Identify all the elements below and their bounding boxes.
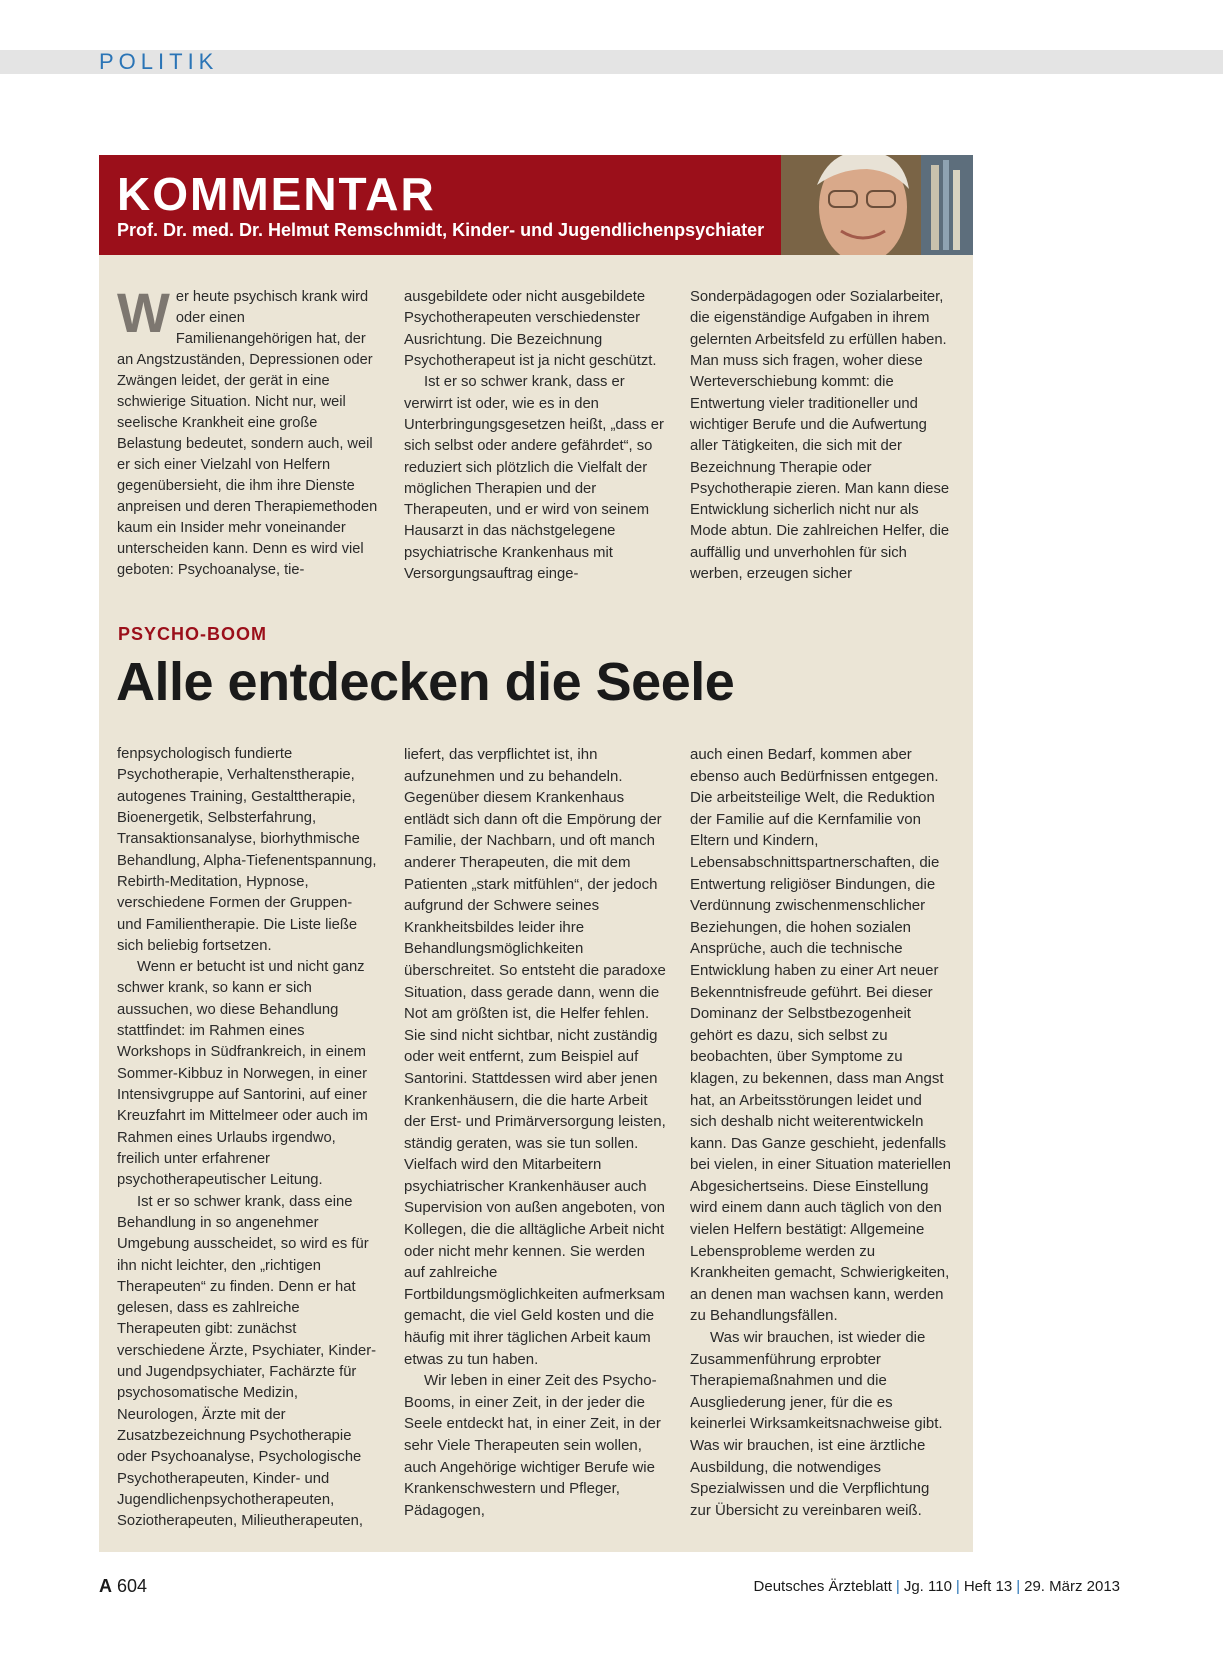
bottom-column-3 <box>690 744 952 1521</box>
paragraph: Wenn er betucht ist und nicht ganz schwer krank, so kann er sich aussuchen, wo diese Behandlung stattfindet: im Rahmen eines Workshops in Südfrankreich, in einem Sommer-Kibbuz in Norwegen, in einer Intensivgruppe auf Santorini, auf einer Kreuzfahrt im Mittelmeer oder auch im Rahmen eines Urlaubs irgendwo, freilich unter erfahrener psychotherapeutischer Leitung. <box>117 959 368 1189</box>
paragraph: Ist er so schwer krank, dass er verwirrt ist oder, wie es in den Unterbringungsgesetzen heißt, „dass er sich selbst oder andere gefährdet“, so reduziert sich plötzlich die Vielfalt der möglichen Therapien und der Therapeuten, und er wird von seinem Hausarzt in das nächstgelegene psychiatrische Krankenhaus mit Versorgungsauftrag einge- <box>404 374 664 583</box>
paragraph: er heute psychisch krank wird oder einen Familienangehörigen hat, der an Angstzuständen, Depressionen oder Zwängen leidet, der gerät in eine schwierige Situation. Nicht nur, weil seelische Krankheit eine große Belastung bedeutet, sondern auch, weil er sich einer Vielzahl von Helfern gegenübersieht, die ihm ihre Dienste anpreisen und deren Therapiemethoden kaum ein Insider mehr voneinander unterscheiden kann. Denn es wird viel geboten: Psychoanalyse, tie- <box>117 289 378 579</box>
separator: | <box>955 1578 960 1595</box>
banner-title: KOMMENTAR <box>117 168 436 220</box>
separator: | <box>895 1578 900 1595</box>
portrait-image <box>781 155 973 255</box>
section-label: POLITIK <box>99 49 219 74</box>
paragraph: auch einen Bedarf, kommen aber ebenso auch Bedürfnissen entgegen. Die arbeitsteilige Welt, die Reduktion der Familie auf die Kernfamilie von Eltern und Kindern, Lebensabschnittspartnerschaften, die Entwertung religiöser Bindungen, die Verdünnung zwischenmenschlicher Beziehungen, die hohen sozialen Ansprüche, auch die technische Entwicklung haben zu einer Art neuer Bekenntnisfreude geführt. Bei dieser Dominanz der Selbstbezogenheit gehört es dazu, sich selbst zu beobachten, über Symptome zu klagen, zu bekennen, dass man Angst hat, an Arbeitsstörungen leidet und sich deshalb nicht weiterentwickeln kann. Das Ganze geschieht, jedenfalls bei vielen, in einer Situation materiellen Abgesichertseins. Diese Einstellung wird einem dann auch täglich von den vielen Helfern bestätigt: Allgemeine Lebensprobleme werden zu Krankheiten gemacht, Schwierigkeiten, an denen man wachsen kann, werden zu Behandlungsfällen. <box>690 746 951 1325</box>
paragraph: Wir leben in einer Zeit des Psycho-Booms, in einer Zeit, in der jeder die Seele entdeckt hat, in einer Zeit, in der sehr Viele Therapeuten sein wollen, auch Angehörige wichtiger Berufe wie Krankenschwestern und Pfleger, Pädagogen, <box>404 1372 661 1519</box>
top-column-2 <box>404 287 666 585</box>
author-line: Prof. Dr. med. Dr. Helmut Remschmidt, Kinder- und Jugendlichenpsychiater <box>117 220 765 240</box>
author-photo <box>781 155 973 255</box>
page-number <box>99 1576 147 1597</box>
bottom-column-1 <box>117 744 379 1533</box>
issue: Heft 13 <box>963 1578 1013 1595</box>
issue-date: 29. März 2013 <box>1024 1578 1120 1595</box>
paragraph: fenpsychologisch fundierte Psychotherapie, Verhaltenstherapie, autogenes Training, Gestalttherapie, Bioenergetik, Selbsterfahrung, Transaktionsanalyse, biorhythmische Behandlung, Alpha-Tiefenentspannung, Rebirth-Meditation, Hypnose, verschiedene Formen der Gruppen- und Familientherapie. Die Liste ließe sich beliebig fortsetzen. <box>117 746 377 954</box>
page-number-value: 604 <box>117 1576 148 1596</box>
paragraph: Was wir brauchen, ist wieder die Zusammenführung erprobter Therapiemaßnahmen und die Ausgliederung jener, für die es keinerlei Wirksamkeitsnachweise gibt. Was wir brauchen, ist eine ärztliche Ausbildung, die notwendiges Spezialwissen und die Verpflichtung zur Übersicht zu vereinbaren weiß. <box>690 1329 943 1519</box>
volume: Jg. 110 <box>903 1578 952 1595</box>
publication-name: Deutsches Ärzteblatt <box>753 1578 892 1595</box>
paragraph: liefert, das verpflichtet ist, ihn aufzunehmen und zu behandeln. Gegenüber diesem Krankenhaus entlädt sich dann oft die Empörung der Familie, der Nachbarn, und oft manch anderer Therapeuten, die mit dem Patienten „stark mitfühlen“, der jedoch aufgrund der Schwere seines Krankheitsbildes leider ihre Behandlungsmöglichkeiten überschreitet. So entsteht die paradoxe Situation, dass gerade dann, wenn die Not am größten ist, die Helfer fehlen. Sie sind nicht sichtbar, nicht zuständig oder weit entfernt, zum Beispiel auf Santorini. Stattdessen wird aber jenen Krankenhäusern, die die harte Arbeit der Erst- und Primärversorgung leisten, ständig geraten, was sie tun sollen. Vielfach wird den Mitarbeitern psychiatrischer Krankenhäuser auch Supervision von außen angeboten, von Kollegen, die die alltägliche Arbeit nicht oder nicht mehr kennen. Sie werden auf zahlreiche Fortbildungsmöglichkeiten aufmerksam gemacht, die viel Geld kosten und die häufig mit ihrer täglichen Arbeit kaum etwas zu tun haben. <box>404 746 666 1368</box>
article-kicker: PSYCHO-BOOM <box>118 624 268 644</box>
separator: | <box>1016 1578 1021 1595</box>
top-column-1 <box>117 281 379 581</box>
commentary-banner <box>99 155 781 255</box>
drop-cap: W <box>117 281 170 344</box>
paragraph: ausgebildete oder nicht ausgebildete Psychotherapeuten verschiedenster Ausrichtung. Die Bezeichnung Psychotherapeut ist ja nicht geschützt. <box>404 289 657 369</box>
paragraph: Ist er so schwer krank, dass eine Behandlung in so angenehmer Umgebung ausscheidet, so wird es für ihn nicht leichter, den „richtigen Therapeuten“ zu finden. Denn er hat gelesen, dass es zahlreiche Therapeuten gibt: zunächst verschiedene Ärzte, Psychiater, Kinder- und Jugendpsychiater, Fachärzte für psychosomatische Medizin, Neurologen, Ärzte mit der Zusatzbezeichnung Psychotherapie oder Psychoanalyse, Psychologische Psychotherapeuten, Kinder- und Jugendlichenpsychotherapeuten, Soziotherapeuten, Milieutherapeuten, <box>117 1193 377 1530</box>
article-headline: Alle entdecken die Seele <box>116 652 735 712</box>
page-prefix: A <box>99 1576 112 1596</box>
bottom-column-2 <box>404 744 666 1521</box>
publication-info <box>754 1578 1120 1595</box>
paragraph: Sonderpädagogen oder Sozialarbeiter, die eigenständige Aufgaben in ihrem gelernten Arbeitsfeld zu erfüllen haben. Man muss sich fragen, woher diese Werteverschiebung kommt: die Entwertung vieler traditioneller und wichtiger Berufe und die Aufwertung aller Tätigkeiten, die sich mit der Bezeichnung Therapie oder Psychotherapie zieren. Man kann diese Entwicklung sicherlich nicht nur als Mode abtun. Die zahlreichen Helfer, die auffällig und unverhohlen für sich werben, erzeugen sicher <box>690 289 950 583</box>
top-column-3 <box>690 287 952 585</box>
